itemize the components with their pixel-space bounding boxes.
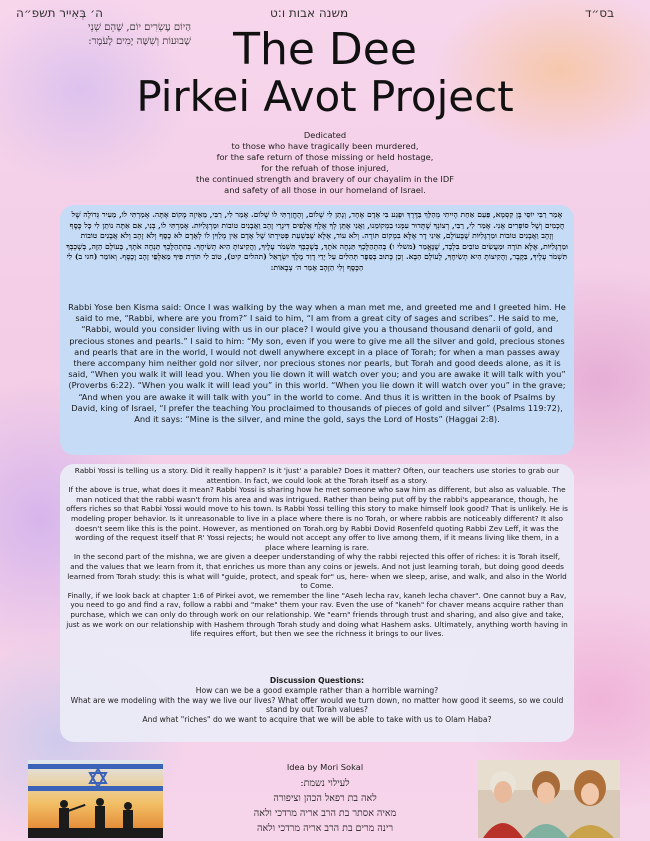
memorial-title: לעילוי נשמת: <box>300 778 350 789</box>
memorial-name: רינה מרים בת הרב אריה מרדכי ולאה <box>257 823 393 834</box>
dedication-line: for the safe return of those missing or held hostage, <box>216 152 434 162</box>
tractate-reference: משנה אבות ו:ט <box>270 6 349 20</box>
author-credit: Idea by Mori Sokal <box>286 762 364 772</box>
discussion-title: Discussion Questions: <box>269 676 365 685</box>
commentary-paragraph: Rabbi Yossi is telling us a story. Did it really happen? Is it 'just' a parable? Does it matter? Often, our teachers use stories to grab our attention. In fact, we could look at the Torah itself as a story. <box>74 466 560 485</box>
dedication <box>120 130 530 196</box>
commentary-paragraph: If the above is true, what does it mean? Rabbi Yossi is sharing how he met someone who saw him as different, but also as valuable. The man noticed that the rabbi wasn't from his area and was intrigued. Rather than being put off by the rabbi's appearance, though, he offers riches so that Rabbi Yossi would move to his town. Is Rabbi Yossi telling this story to make himself look good? That is unlikely. He is modeling proper behavior. Is it unreasonable to live in a place where there is no Torah, or where rabbis are noticeably different? It also doesn't seem like this is the point. However, as mentioned on Torah.org by Rabbi Dovid Rosenfeld quoting Rabbi Zev Leff, it was the wording of the request itself that R' Yossi rejects; he would not accept any offer to live among them, if it means living like them, in a place where learning is rare. <box>66 485 568 552</box>
mishnah-english-translation: Rabbi Yose ben Kisma said: Once I was walking by the way when a man met me, and greeted me and I greeted him. He said to me, “Rabbi, where are you from?” I said to him, “I am from a great city of sages and scribes”. He said to me, “Rabbi, would you consider living with us in our place? I would give you a thousand thousand denarii of gold, and precious stones and pearls.” I said to him: “My son, even if you were to give me all the silver and gold, precious stones and pearls that are in the world, I would not dwell anywhere except in a place of Torah; for when a man passes away there accompany him neither gold nor silver, nor precious stones nor pearls, but Torah and good deeds alone, as it is said, “When you walk it will lead you. When you lie down it will watch over you; and you are awake it will talk with you” (Proverbs 6:22). “When you walk it will lead you” in this world. “When you lie down it will watch over you” in the grave; “And when you are awake it will talk with you” in the world to come. And thus it is written in the book of Psalms by David, king of Israel, “I prefer the teaching You proclaimed to thousands of pieces of gold and silver” (Psalms 119:72), And it says: “Mine is the silver, and mine the gold, says the Lord of Hosts” (Haggai 2:8). <box>68 302 566 425</box>
discussion-question: What are we modeling with the way we live our lives? What offer would we turn down, no matter how good it seems, so we could stand by out Torah values? <box>70 695 564 715</box>
page-title-line1: The Dee <box>233 24 417 75</box>
memorial-dedication <box>215 776 435 836</box>
dedication-line: Dedicated <box>303 130 347 140</box>
discussion-question: And what "riches" do we want to acquire that we will be able to take with us to Olam Haba? <box>142 715 492 725</box>
memorial-name: לאה בת רפאל הכהן וציפורה <box>273 793 377 804</box>
discussion-questions <box>66 676 568 725</box>
commentary-paragraph: In the second part of the mishna, we are given a deeper understanding of why the rabbi rejected this offer of riches: it is Torah itself, and the values that we learn from it, that enriches us more than any coins or jewels. And not just learning torah, but doing good deeds learned from Torah study: this is what will "guide, protect, and speak for" us, here- when we sleep, arise, and walk, and also in the World to Come. <box>67 552 567 591</box>
page-title-line2: Pirkei Avot Project <box>136 72 514 121</box>
dedication-line: to those who have tragically been murdered, <box>231 141 419 151</box>
dedication-line: and safety of all those in our homeland of Israel. <box>224 185 426 195</box>
mishnah-hebrew-text: אָמַר רַבִּי יוֹסֵי בֶּן קִסְמָא, פַּעַם אַחַת הָיִיתִי מְהַלֵּךְ בַּדֶּרֶךְ וּפָגַע בִּי אָדָם אֶחָד, וְנָתַן לִי שָׁלוֹם, וְהֶחֱזַרְתִּי לוֹ שָׁלוֹם. אָמַר לִי, רַבִּי, מֵאֵיזֶה מָקוֹם אָתָּה. אָמַרְתִּי לוֹ, מֵעִיר גְּדוֹלָה שֶׁל חֲכָמִים וְשֶׁל סוֹפְרִים אָנִי. אָמַר לִי, רַבִּי, רְצוֹנְךָ שֶׁתָּדוּר עִמָּנוּ בִמְקוֹמֵנוּ, וַאֲנִי אֶתֵּן לְךָ אֶלֶף אֲלָפִים דִּינְרֵי זָהָב וַאֲבָנִים טוֹבוֹת וּמַרְגָּלִיּוֹת. אָמַרְתִּי לוֹ, בְּנִי, אִם אַתָּה נוֹתֵן לִי כָּל כֶּסֶף וְזָהָב וַאֲבָנִים טוֹבוֹת וּמַרְגָּלִיּוֹת שֶׁבָּעוֹלָם, אֵינִי דָר אֶלָּא בִמְקוֹם תּוֹרָה. וְלֹא עוֹד, אֶלָּא שֶׁבִּשְׁעַת פְּטִירָתוֹ שֶׁל אָדָם אֵין מְלַוִּין לוֹ לְאָדָם לֹא כֶסֶף וְלֹא זָהָב וְלֹא אֲבָנִים טוֹבוֹת וּמַרְגָּלִיּוֹת, אֶלָּא תוֹרָה וּמַעֲשִׂים טוֹבִים בִּלְבָד, שֶׁנֶּאֱמַר (משלי ו) בְּהִתְהַלֶּכְךָ תַּנְחֶה אֹתָךְ, בְּשָׁכְבְּךָ תִּשְׁמֹר עָלֶיךָ, וַהֲקִיצוֹתָ הִיא תְשִׂיחֶךָ. בְּהִתְהַלֶּכְךָ תַּנְחֶה אֹתָךְ, בָּעוֹלָם הַזֶּה, בְּשָׁכְבְּךָ תִּשְׁמֹר עָלֶיךָ, בַּקֶּבֶר, וַהֲקִיצוֹתָ הִיא תְשִׂיחֶךָ, לָעוֹלָם הַבָּא. וְכֵן כָּתוּב בְּסֵפֶר תְּהִלִּים עַל יְדֵי דָוִד מֶלֶךְ יִשְׂרָאֵל (תהלים קיט), טוֹב לִי תוֹרַת פִּיךָ מֵאַלְפֵי זָהָב וָכָסֶף. וְאוֹמֵר (חגי ב) לִי הַכֶּסֶף וְלִי הַזָּהָב אָמַר ה׳ צְבָאוֹת: <box>66 210 568 272</box>
commentary-paragraph: Finally, if we look back at chapter 1:6 of Pirkei avot, we remember the line "Aseh lecha rav, kaneh lecha chaver". One cannot buy a Rav, you need to go and find a rav, follow a rabbi and "make" them your rav. Even the use of "kaneh" for chaver means acquire rather than purchase, which we can only do through work on our relationship. We "earn" friends through trust and sharing, and also give and take, just as we work on our relationship with Hashem through Torah study and doing what Hashem asks. Ultimately, anything worth having in life requires effort, but then we see the richness it brings to our lives. <box>66 590 568 639</box>
omer-count-line2: שָׁבוּעוֹת וְשִׁשָּׁה יָמִים לָעֹמֶר: <box>88 36 191 47</box>
memorial-portrait-photo <box>478 760 620 838</box>
bsd-label: בס״ד <box>585 6 615 20</box>
memorial-name: מאיה אסתר בת הרב אריה מרדכי ולאה <box>253 808 397 819</box>
hebrew-date: ה׳ בְּאִייר תשפ״ה <box>16 6 104 20</box>
soldiers-flag-photo <box>28 760 163 838</box>
commentary-text <box>66 466 568 639</box>
dedication-line: the continued strength and bravery of our chayalim in the IDF <box>195 174 455 184</box>
omer-count-line1: הַיוֹם עֶשְׂרִים יוֹם, שֶׁהֵם שְׁנֵי <box>87 22 191 33</box>
dedication-line: for the refuah of those injured, <box>261 163 389 173</box>
discussion-question: How can we be a good example rather than a horrible warning? <box>195 685 439 695</box>
